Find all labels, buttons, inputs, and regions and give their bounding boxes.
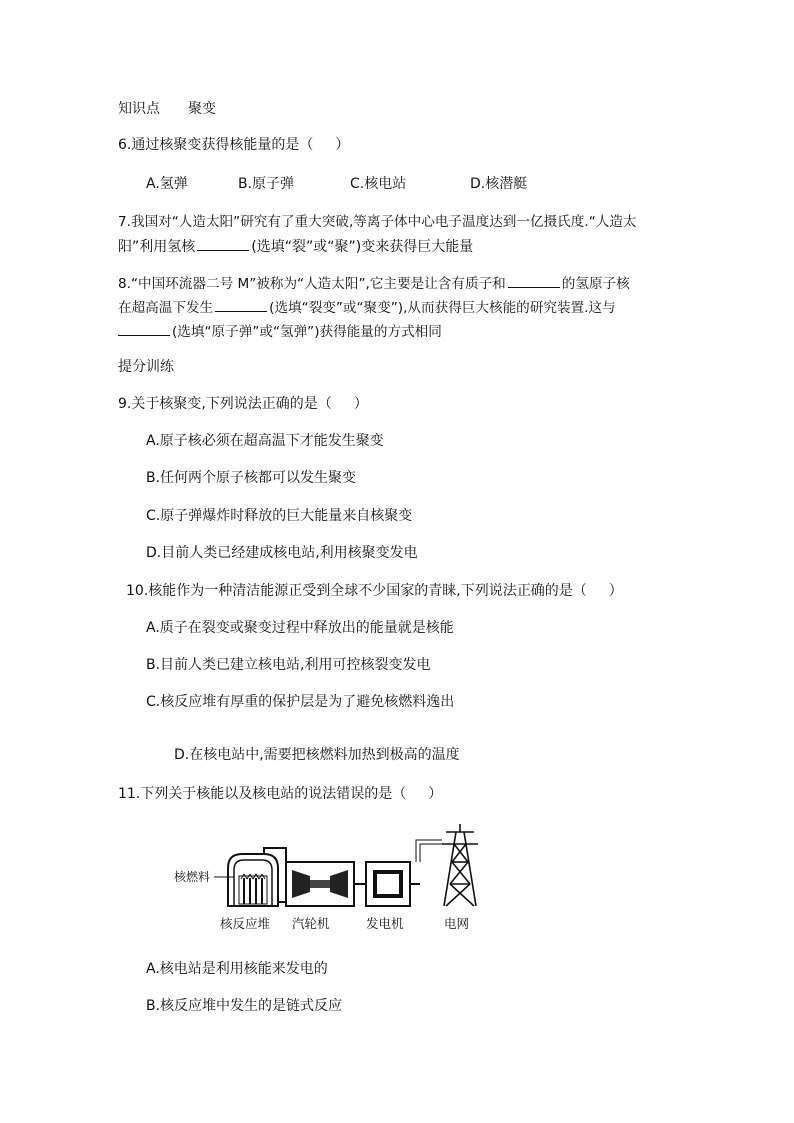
diagram-label-generator: 发电机	[366, 916, 404, 931]
q11-option-b: B.核反应堆中发生的是链式反应	[146, 998, 343, 1014]
diagram-label-reactor: 核反应堆	[220, 916, 271, 931]
reactor-shape	[228, 848, 286, 906]
q10-option-b: B.目前人类已建立核电站,利用可控核裂变发电	[146, 657, 431, 673]
q8-line1-end: 的氢原子核	[561, 276, 630, 292]
question-9	[118, 395, 368, 413]
q11-close: ）	[428, 786, 443, 802]
q9-option-c: C.原子弹爆炸时释放的巨大能量来自核聚变	[146, 508, 413, 524]
q7-line1: 7.我国对“人造太阳”研究有了重大突破,等离子体中心电子温度达到一亿摄氏度.“人造太	[118, 214, 637, 230]
q9-option-b: B.任何两个原子核都可以发生聚变	[146, 470, 357, 486]
question-6	[118, 136, 349, 154]
q10-option-c: C.核反应堆有厚重的保护层是为了避免核燃料逸出	[146, 694, 455, 710]
diagram-label-turbine: 汽轮机	[292, 916, 330, 931]
q7-blank	[197, 236, 249, 251]
q7-line2-start: 阳”利用氢核	[118, 239, 196, 255]
q10-stem: 10.核能作为一种清洁能源正受到全球不少国家的青睐,下列说法正确的是（	[126, 583, 587, 599]
q8-blank-2	[215, 297, 267, 312]
diagram-label-fuel: 核燃料	[174, 870, 211, 884]
q8-line1-start: 8.“中国环流器二号 M”被称为“人造太阳”,它主要是让含有质子和	[118, 276, 506, 292]
q8-line1	[118, 273, 630, 293]
q8-line2	[118, 297, 616, 317]
q7-line2	[118, 236, 473, 256]
generator-shape	[366, 840, 442, 906]
diagram-label-grid: 电网	[444, 916, 470, 931]
section-improve: 提分训练	[118, 359, 174, 375]
q8-line3-end: (选填“原子弹”或“氢弹”)获得能量的方式相同	[172, 324, 442, 340]
q10-option-d: D.在核电站中,需要把核燃料加热到极高的温度	[174, 747, 460, 763]
q6-option-b: B.原子弹	[238, 176, 295, 192]
tower-icon	[442, 824, 478, 906]
question-10	[126, 582, 623, 600]
q6-close: ）	[335, 137, 350, 153]
q8-line2-end: (选填“裂变”或“聚变”),从而获得巨大核能的研究装置.这与	[269, 300, 616, 316]
q10-option-a: A.质子在裂变或聚变过程中释放出的能量就是核能	[146, 620, 454, 636]
q9-option-d: D.目前人类已经建成核电站,利用核聚变发电	[146, 545, 418, 561]
q9-close: ）	[353, 396, 368, 412]
q8-line2-start: 在超高温下发生	[118, 300, 214, 316]
q9-stem: 9.关于核聚变,下列说法正确的是（	[118, 396, 332, 412]
q11-stem: 11.下列关于核能以及核电站的说法错误的是（	[118, 786, 407, 802]
q8-blank-1	[508, 273, 560, 288]
q7-line2-end: (选填“裂”或“聚”)变来获得巨大能量	[251, 239, 474, 255]
q10-close: ）	[608, 583, 623, 599]
q8-line3	[118, 321, 442, 341]
q11-option-a: A.核电站是利用核能来发电的	[146, 961, 328, 977]
q6-stem: 6.通过核聚变获得核能量的是（	[118, 137, 314, 153]
q6-option-c: C.核电站	[350, 176, 407, 192]
question-11	[118, 785, 442, 803]
q6-option-d: D.核潜艇	[470, 176, 528, 192]
q9-option-a: A.原子核必须在超高温下才能发生聚变	[146, 433, 384, 449]
nuclear-plant-diagram	[160, 818, 500, 936]
q8-blank-3	[118, 321, 170, 336]
section-knowledge: 知识点 聚变	[118, 101, 216, 117]
turbine-shape	[286, 862, 366, 906]
q6-option-a: A.氢弹	[146, 176, 188, 192]
